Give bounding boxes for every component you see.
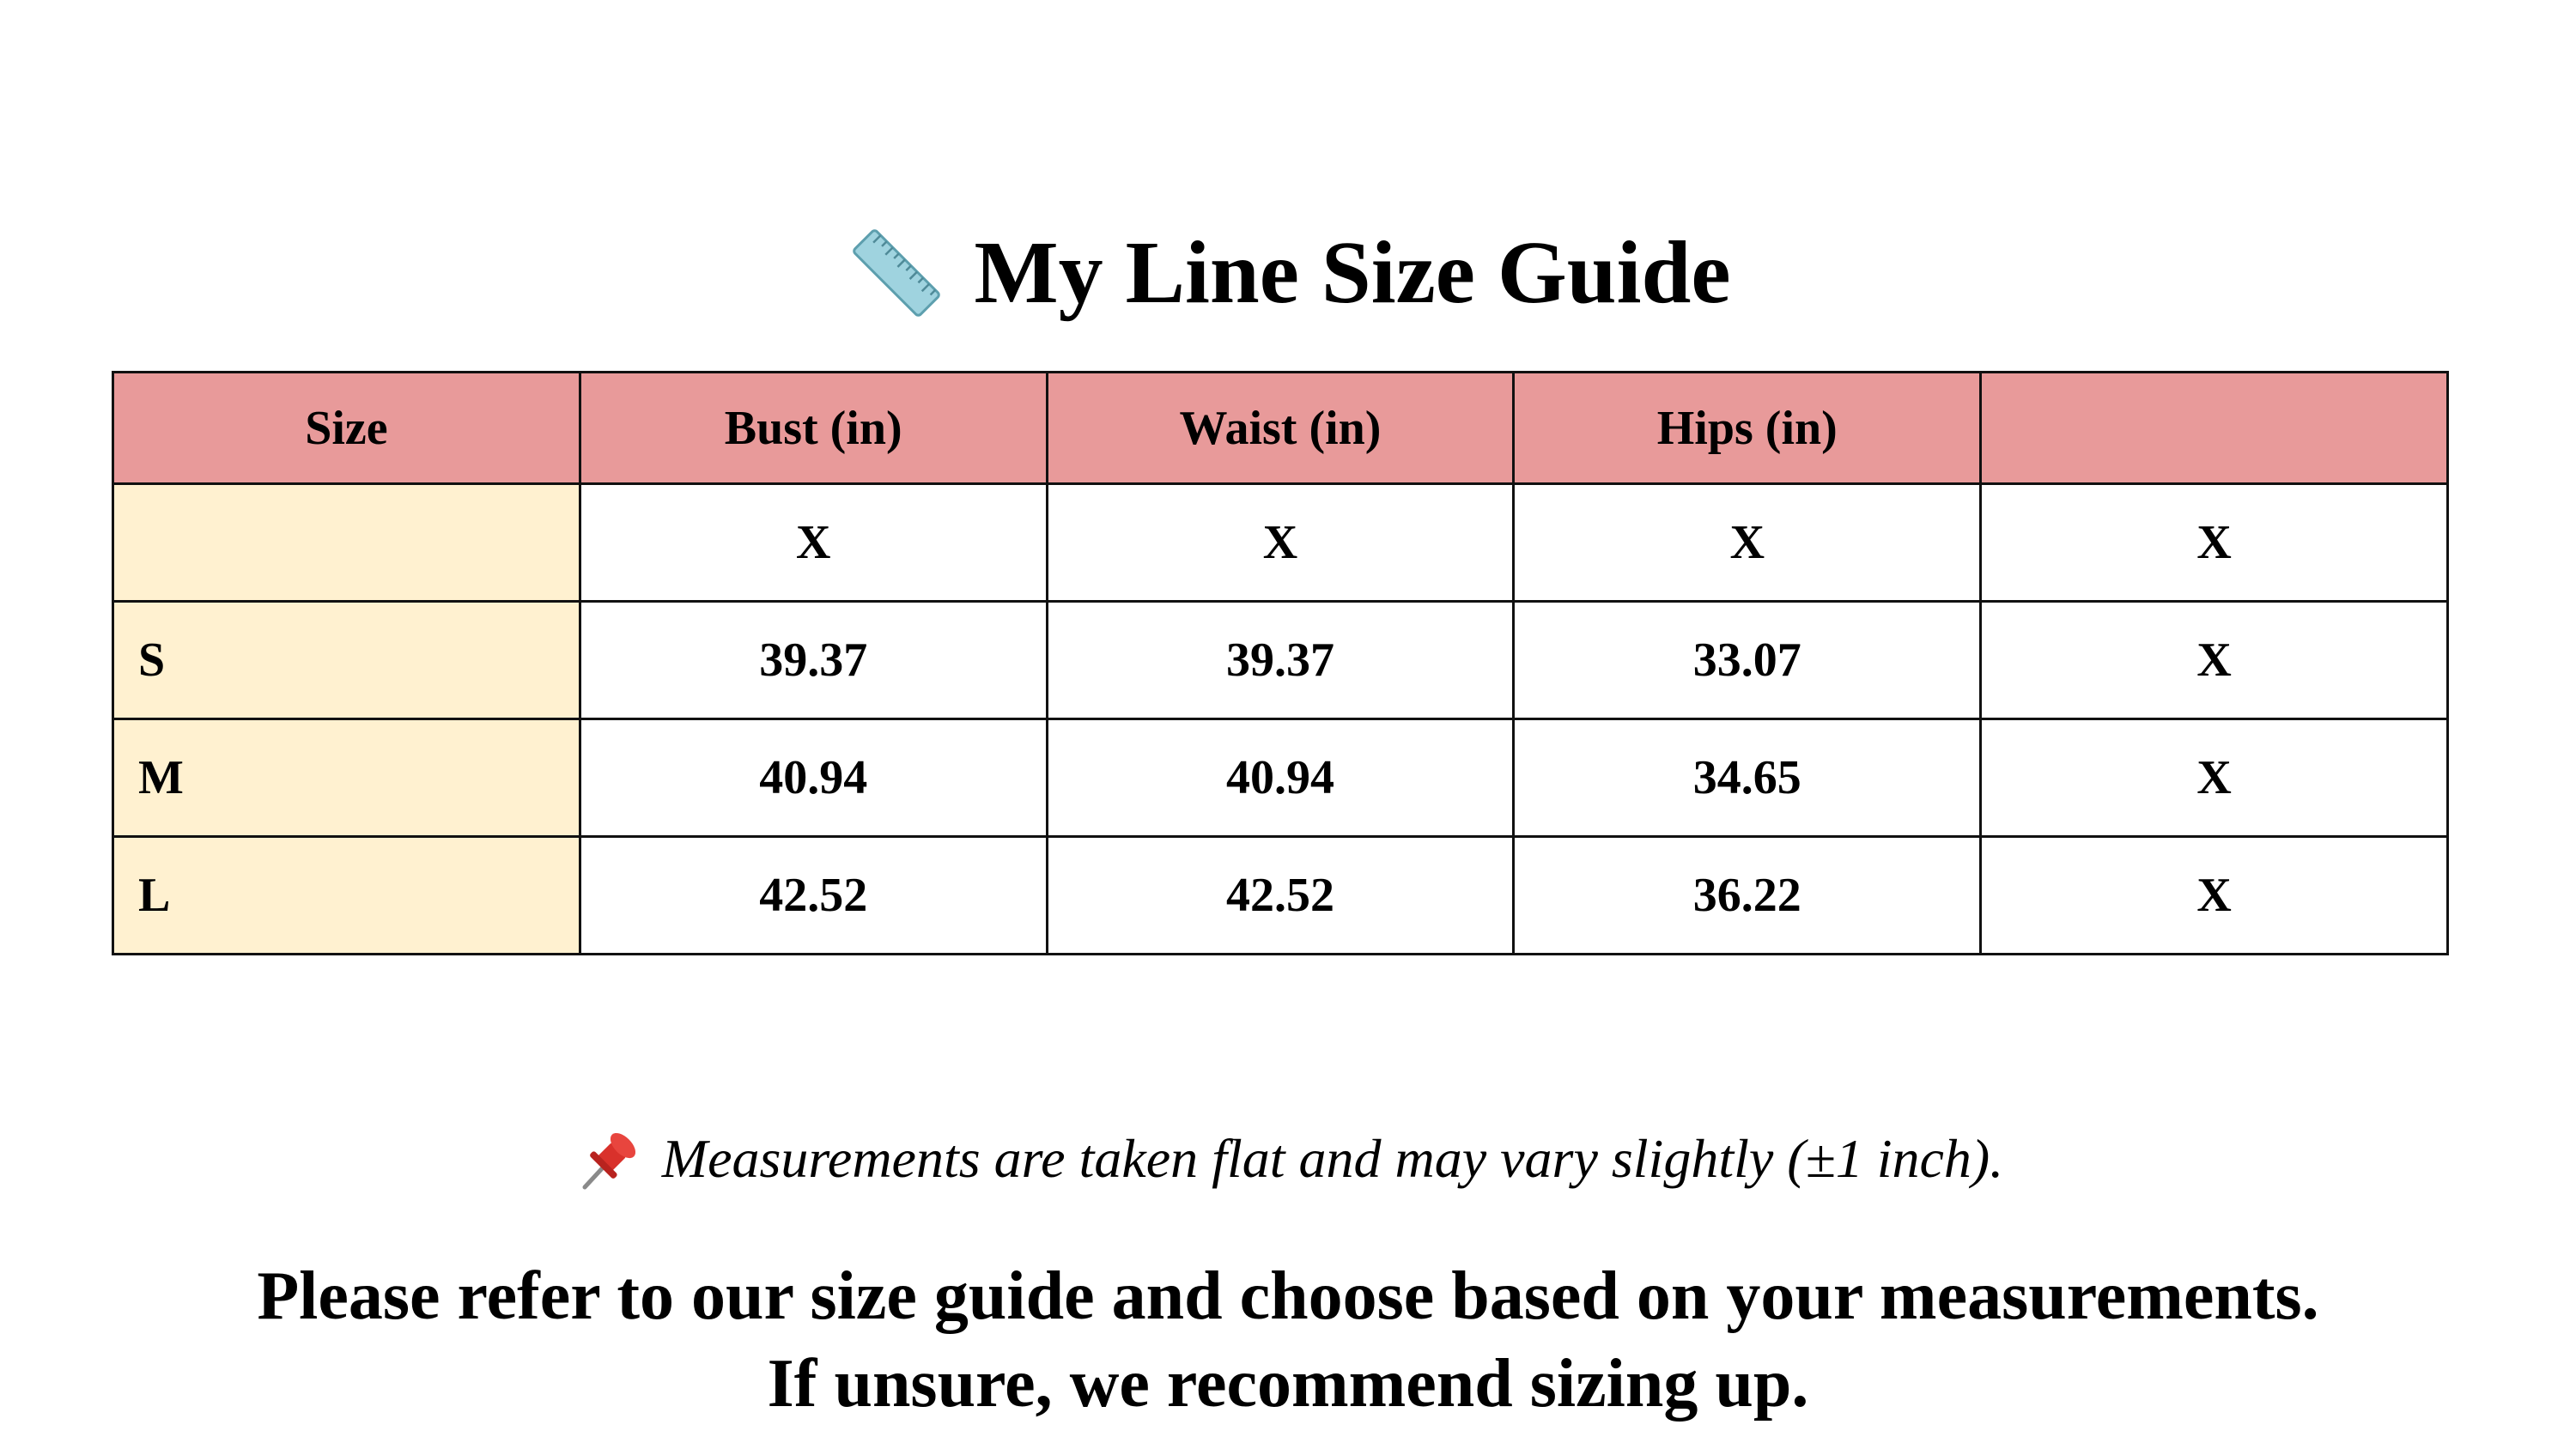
table-row — [113, 602, 2448, 719]
note-text: Measurements are taken flat and may vary slightly (±1 inch). — [661, 1128, 2004, 1189]
hips-cell: X — [1514, 484, 1981, 602]
table-row — [113, 837, 2448, 955]
page-title-row — [0, 213, 2576, 333]
bust-cell: 39.37 — [580, 602, 1047, 719]
table-row — [113, 719, 2448, 837]
extra-cell: X — [1981, 484, 2448, 602]
size-cell: M — [113, 719, 580, 837]
extra-cell: X — [1981, 837, 2448, 955]
extra-cell: X — [1981, 602, 2448, 719]
header-bust: Bust (in) — [580, 373, 1047, 484]
size-table — [112, 371, 2449, 955]
header-waist: Waist (in) — [1047, 373, 1514, 484]
bust-cell: X — [580, 484, 1047, 602]
footer-instruction-line-1: Please refer to our size guide and choose based on your measurements. — [257, 1258, 2319, 1334]
table-row — [113, 484, 2448, 602]
table-header-row — [113, 373, 2448, 484]
extra-cell: X — [1981, 719, 2448, 837]
size-cell — [113, 484, 580, 602]
waist-cell: 42.52 — [1047, 837, 1514, 955]
bust-cell: 42.52 — [580, 837, 1047, 955]
waist-cell: 40.94 — [1047, 719, 1514, 837]
waist-cell: X — [1047, 484, 1514, 602]
page-title: My Line Size Guide — [974, 223, 1731, 322]
pushpin-icon — [573, 1122, 647, 1196]
hips-cell: 33.07 — [1514, 602, 1981, 719]
ruler-icon — [845, 221, 948, 324]
waist-cell: 39.37 — [1047, 602, 1514, 719]
header-blank — [1981, 373, 2448, 484]
size-cell: L — [113, 837, 580, 955]
footer-instruction-line-2: If unsure, we recommend sizing up. — [767, 1346, 1809, 1422]
header-hips: Hips (in) — [1514, 373, 1981, 484]
hips-cell: 36.22 — [1514, 837, 1981, 955]
header-size: Size — [113, 373, 580, 484]
bust-cell: 40.94 — [580, 719, 1047, 837]
measurement-note — [0, 1116, 2576, 1202]
hips-cell: 34.65 — [1514, 719, 1981, 837]
size-cell: S — [113, 602, 580, 719]
